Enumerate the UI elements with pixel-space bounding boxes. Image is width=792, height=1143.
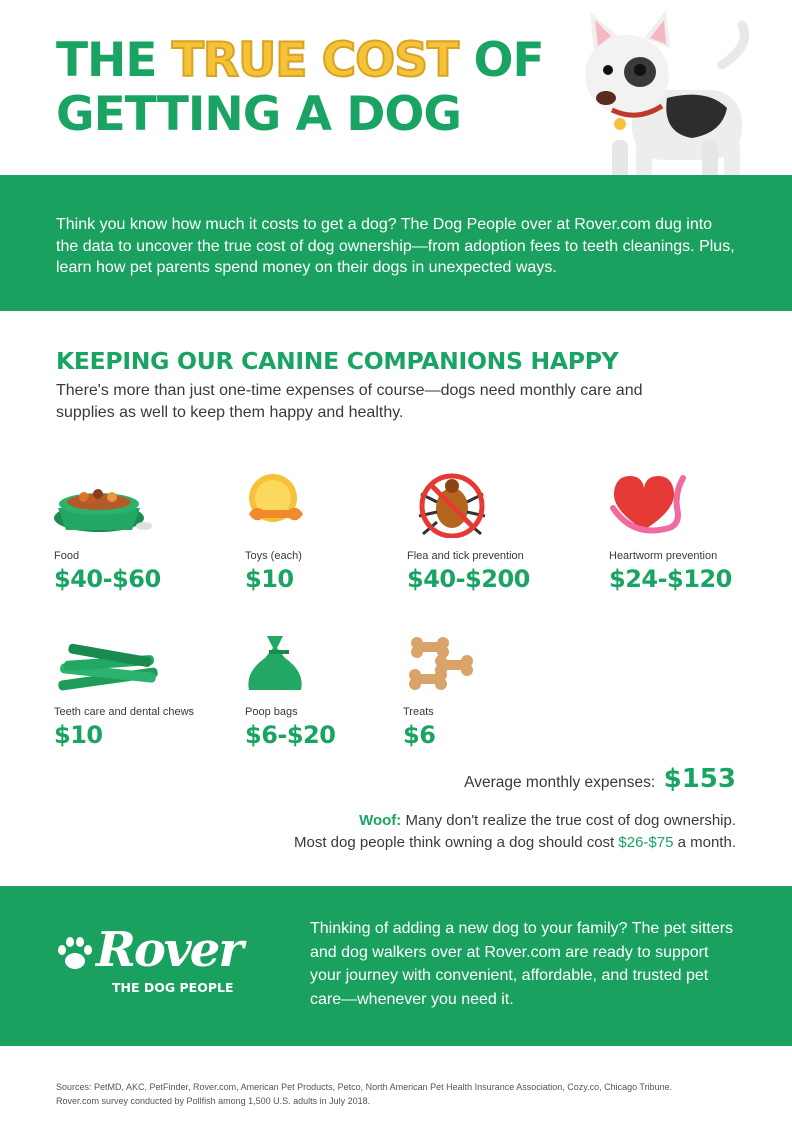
sources-note: Sources: PetMD, AKC, PetFinder, Rover.com, American Pet Products, Petco, North American Pet Health Insurance Association, Cozy.co, Chicago Tribune. Rover.com survey conducted by Pollfish among 1,500 U.S. adults in July 2018. <box>56 1082 673 1106</box>
title-highlight: TRUE COST <box>171 33 459 88</box>
footer-text: Thinking of adding a new dog to your family? The pet sitters and dog walkers over at Rover.com are ready to support your journey with convenient, affordable, and trusted pet care—whenever you need it. <box>310 920 734 1008</box>
section-subtitle: There's more than just one-time expenses of course—dogs need monthly care and supplies as well to keep them happy and healthy. <box>56 382 643 421</box>
item-label: Poop bags <box>245 706 298 718</box>
rover-logo <box>56 922 266 998</box>
item-price: $6-$20 <box>245 721 336 749</box>
average-value: $153 <box>663 764 736 794</box>
toys-icon <box>245 472 345 538</box>
item-price: $24-$120 <box>609 565 732 593</box>
section-heading: KEEPING OUR CANINE COMPANIONS HAPPY <box>56 347 619 375</box>
woof-range: $26-$75 <box>618 834 674 851</box>
title-line1-post: OF <box>458 33 544 88</box>
item-label: Flea and tick prevention <box>407 550 524 562</box>
title-line2: GETTING A DOG <box>56 87 461 142</box>
logo-wordmark: Rover <box>96 922 242 978</box>
item-price: $10 <box>54 721 103 749</box>
item-price: $6 <box>403 721 436 749</box>
intro-text: Think you know how much it costs to get a dog? The Dog People over at Rover.com dug into the data to uncover the true cost of dog ownership—from adoption fees to teeth cleanings. Plus, learn how pet parents spend money on their dogs in unexpected ways. <box>56 216 735 276</box>
food-bowl-icon <box>54 478 154 538</box>
woof-line2-pre: Most dog people think owning a dog should cost <box>294 834 619 851</box>
title-line1-pre: THE <box>56 33 172 88</box>
item-price: $40-$60 <box>54 565 161 593</box>
item-price: $10 <box>245 565 294 593</box>
woof-note <box>176 810 736 854</box>
logo-tagline: THE DOG PEOPLE <box>112 980 234 995</box>
paw-icon <box>56 934 94 972</box>
item-label: Food <box>54 550 80 562</box>
woof-line1: Many don't realize the true cost of dog ownership. <box>401 812 736 829</box>
item-label: Toys (each) <box>245 550 302 562</box>
average-label: Average monthly expenses: <box>464 774 656 791</box>
dental-chews-icon <box>54 640 164 700</box>
item-price: $40-$200 <box>407 565 530 593</box>
poop-bag-icon <box>245 632 345 698</box>
item-label: Teeth care and dental chews <box>54 706 195 718</box>
treats-icon <box>403 634 503 700</box>
heart-icon <box>609 472 709 538</box>
item-label: Treats <box>403 706 434 718</box>
flea-prevention-icon <box>407 472 507 538</box>
dog-illustration-icon <box>572 10 772 200</box>
average-monthly-expenses <box>464 764 736 794</box>
item-label: Heartworm prevention <box>609 550 718 562</box>
woof-line2-post: a month. <box>673 834 736 851</box>
page-title <box>56 34 576 142</box>
woof-lead: Woof: <box>359 812 402 829</box>
